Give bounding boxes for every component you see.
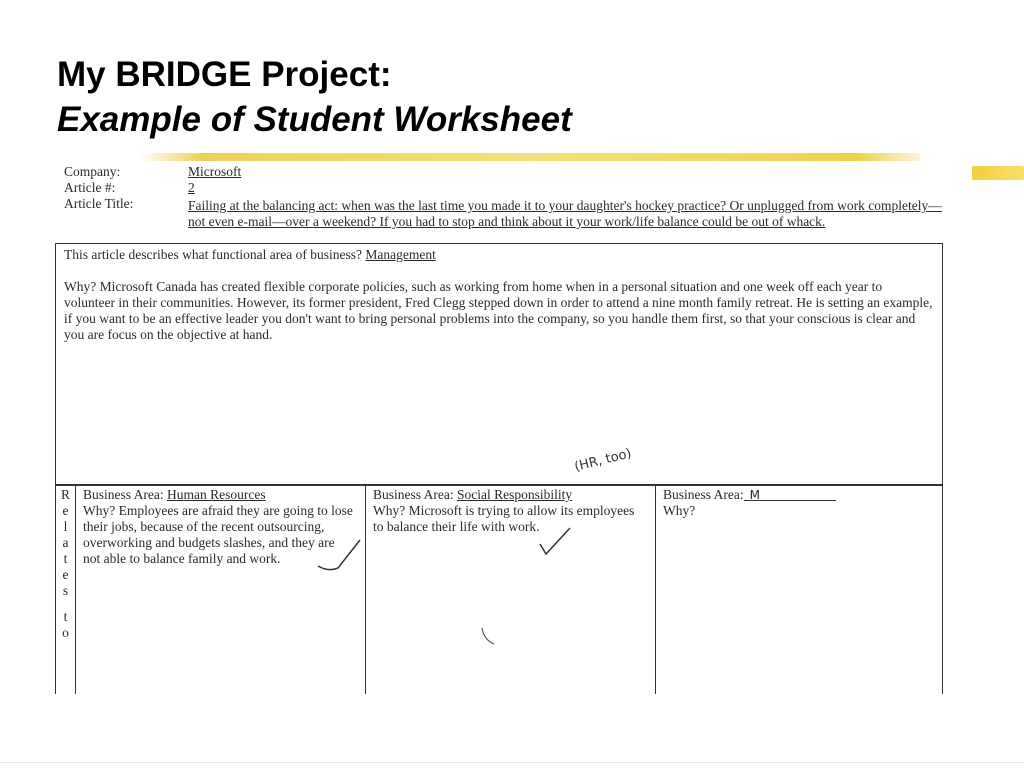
- business-area-line: [373, 487, 572, 503]
- highlight-mark: [972, 166, 1024, 180]
- relates-letter: t: [63, 551, 68, 566]
- article-num-label: Article #:: [64, 180, 116, 195]
- handwritten-note: (HR, too): [572, 446, 634, 475]
- business-area-label: Business Area:: [83, 487, 164, 502]
- company-label: Company:: [64, 164, 121, 179]
- relates-letter: o: [62, 625, 69, 640]
- business-area-why: Why? Employees are afraid they are going to lose their jobs, because of the recent outsourcing, overworking and budgets slashes, and they are not able to balance family and work.: [83, 503, 353, 566]
- business-area-label: Business Area:: [663, 487, 744, 502]
- relates-letter: e: [62, 503, 69, 518]
- title-line-2: Example of Student Worksheet: [57, 100, 572, 139]
- company-value: Microsoft: [188, 164, 242, 179]
- checkmark-icon: [316, 536, 366, 576]
- relates-to-column: [56, 486, 76, 694]
- main-why-text: Why? Microsoft Canada has created flexible corporate policies, such as working from home when in a personal situation and one week off each year to volunteer in their communities. However, its former president, Fred Clegg stepped down in order to attend a nine month family retreat. He is setting an example, if you want to be an effective leader you don't want to bring personal problems into the company, so you handle them first, so that your conscious is clear and you are focus on the objective at hand.: [64, 279, 933, 342]
- relates-letter: t: [63, 609, 68, 624]
- slide-title: [57, 52, 572, 142]
- title-line-1: My BRIDGE Project:: [57, 55, 392, 94]
- business-area-why: Why? Microsoft is trying to allow its employees to balance their life with work.: [373, 503, 635, 534]
- article-num-value: 2: [188, 180, 195, 195]
- business-area-2: [366, 486, 656, 694]
- relates-letter: e: [62, 567, 69, 582]
- business-area-handwriting: M: [749, 488, 760, 502]
- business-area-1: [76, 486, 366, 694]
- describes-prefix: This article describes what functional area of business?: [64, 247, 363, 262]
- business-area-value: Human Resources: [167, 487, 266, 502]
- business-area-line: [663, 487, 836, 503]
- checkmark-icon: [536, 526, 576, 560]
- describes-value: Management: [365, 247, 436, 262]
- pen-mark-icon: [478, 626, 498, 648]
- business-area-line: [83, 487, 266, 503]
- functional-area-box: [55, 243, 943, 485]
- article-title-label: Article Title:: [64, 196, 134, 211]
- business-area-value: Social Responsibility: [457, 487, 573, 502]
- business-area-value: [744, 487, 836, 501]
- relates-letter: R: [60, 487, 70, 502]
- relates-letter: l: [63, 519, 68, 534]
- business-area-label: Business Area:: [373, 487, 454, 502]
- business-area-3: [656, 486, 942, 694]
- footer-divider: [0, 762, 1024, 763]
- relates-letter: a: [62, 535, 69, 550]
- business-area-why: Why?: [663, 503, 696, 518]
- describes-line: [64, 247, 436, 263]
- relates-letter: [56, 599, 75, 609]
- business-areas-row: [55, 485, 943, 694]
- relates-letter: s: [62, 583, 69, 598]
- worksheet-scan: [55, 158, 945, 694]
- article-title-value: Failing at the balancing act: when was the last time you made it to your daughter's hockey practice? Or unplugged from work completely—not even e-mail—over a weekend? If you had to stop and think about it your work/life balance could be out of whack.: [188, 198, 942, 229]
